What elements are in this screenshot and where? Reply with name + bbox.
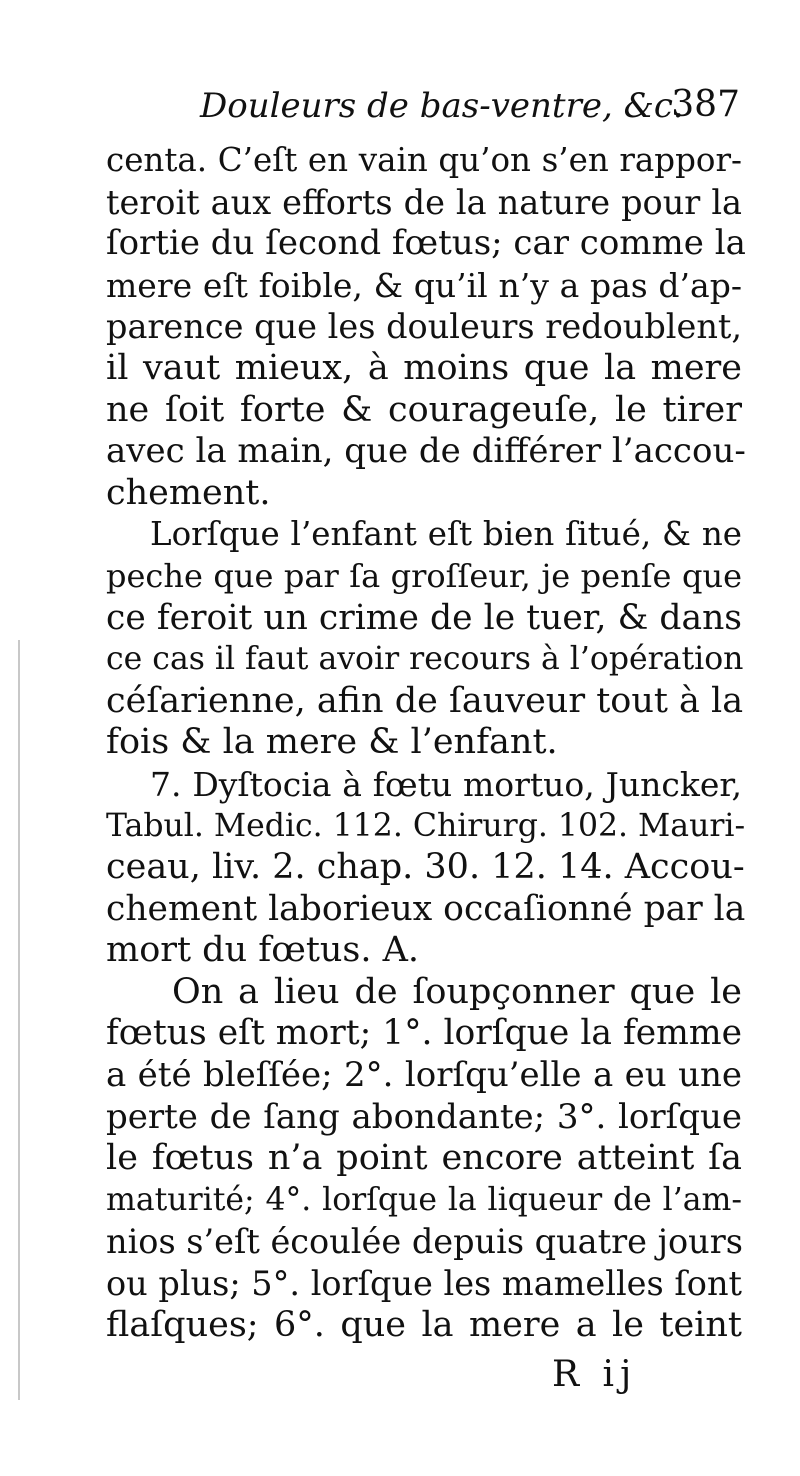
text-line: flaſques; 6°. que la mere a le teint <box>106 1304 742 1345</box>
page-number: 387 <box>671 84 740 125</box>
text-line: chement. <box>106 472 271 513</box>
running-title: Douleurs de bas-ventre, &c. <box>200 86 684 126</box>
scan-edge <box>18 640 20 1400</box>
text-line: teroit aux efforts de la nature pour la <box>106 182 742 222</box>
text-line: ce cas il faut avoir recours à l’opération <box>106 641 744 678</box>
text-line: chement laborieux occaſionné par la <box>106 888 746 929</box>
text-line: ceau, liv. 2. chap. 30. 12. 14. Accou- <box>106 847 745 888</box>
text-line: le fœtus n’a point encore atteint ſa <box>106 1138 742 1179</box>
text-line: ſortie du ſecond fœtus; car comme la <box>106 223 746 264</box>
text-line: perte de ſang abondante; 3°. lorſque <box>106 1096 742 1137</box>
text-line: mere eſt foible, & qu’il n’y a pas d’ap- <box>106 265 742 305</box>
text-line: a été bleſſée; 2°. lorſqu’elle a eu une <box>106 1055 742 1096</box>
text-line: fois & la mere & l’enfant. <box>106 722 558 763</box>
text-line: ce feroit un crime de le tuer, & dans <box>106 597 742 638</box>
text-line: peche que par ſa groſſeur, je penſe que <box>106 556 742 595</box>
text-line: maturité; 4°. lorſque la liqueur de l’am- <box>106 1181 742 1218</box>
text-line: ne ſoit forte & courageuſe, le tirer <box>106 389 742 430</box>
text-line: mort du fœtus. A. <box>106 930 420 971</box>
body-text <box>106 140 746 1346</box>
text-line: centa. C’eſt en vain qu’on s’en rappor- <box>106 141 742 179</box>
text-line: Tabul. Medic. 112. Chirurg. 102. Mauri- <box>106 807 746 844</box>
text-line: nios s’eſt écoulée depuis quatre jours <box>106 1222 743 1262</box>
text-line: parence que les douleurs redoublent, <box>106 307 742 347</box>
text-line: Lorſque l’enfant eſt bien ſitué, & ne <box>150 515 742 554</box>
signature-mark: R ij <box>552 1354 638 1395</box>
text-line: fœtus eſt mort; 1°. lorſque la femme <box>106 1013 742 1054</box>
text-line: avec la main, que de différer l’accou- <box>106 431 746 472</box>
text-line: il vaut mieux, à moins que la mere <box>106 347 742 388</box>
text-line: On a lieu de ſoupçonner que le <box>172 971 742 1012</box>
running-head <box>200 82 740 132</box>
text-line: 7. Dyſtocia à fœtu mortuo, Juncker, <box>150 764 742 804</box>
text-line: ou plus; 5°. lorſque les mamelles ſont <box>106 1264 742 1304</box>
text-line: céſarienne, afin de ſauveur tout à la <box>106 680 744 721</box>
